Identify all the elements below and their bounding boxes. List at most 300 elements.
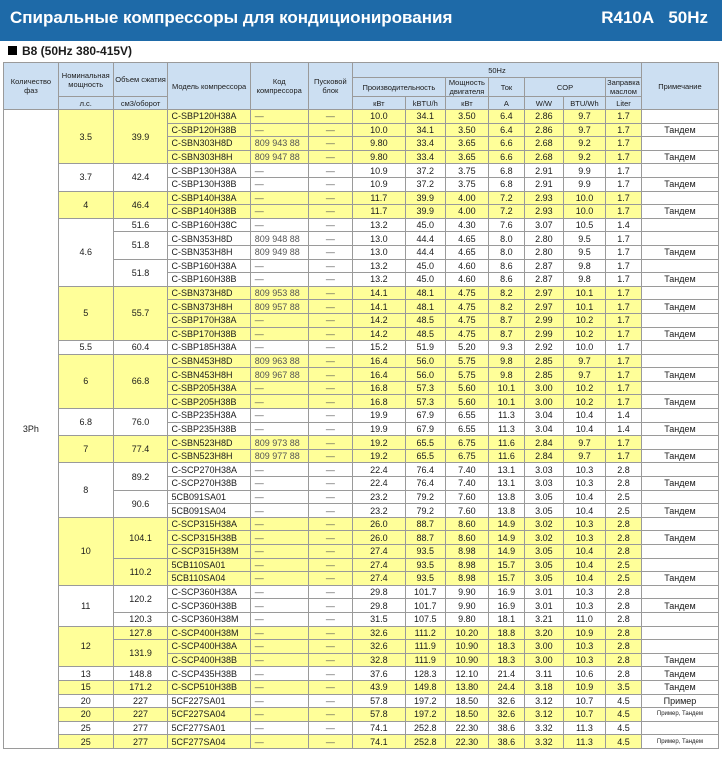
code-cell: — (250, 640, 308, 654)
table-row (4, 626, 719, 640)
current-cell: 8.7 (489, 313, 525, 327)
motor-power-cell: 10.90 (445, 653, 488, 667)
starter-cell: — (308, 626, 352, 640)
displacement-cell: 76.0 (113, 409, 168, 436)
starter-cell: — (308, 694, 352, 708)
model-cell: C-SCP400H38A (168, 640, 250, 654)
cop-ww-cell: 2.97 (524, 300, 563, 314)
oil-cell: 1.7 (606, 110, 642, 124)
current-cell: 13.1 (489, 477, 525, 491)
cop-ww-cell: 3.21 (524, 612, 563, 626)
current-cell: 8.0 (489, 245, 525, 259)
table-row (4, 409, 719, 423)
motor-power-cell: 3.75 (445, 177, 488, 191)
displacement-cell: 51.8 (113, 232, 168, 259)
capacity-kw-cell: 13.0 (353, 245, 406, 259)
oil-cell: 1.7 (606, 273, 642, 287)
model-cell: C-SBP170H38A (168, 313, 250, 327)
nominal-power-cell: 4 (58, 191, 113, 218)
starter-cell: — (308, 640, 352, 654)
starter-cell: — (308, 137, 352, 151)
capacity-kw-cell: 14.1 (353, 286, 406, 300)
current-cell: 13.1 (489, 463, 525, 477)
capacity-btu-cell: 37.2 (405, 164, 445, 178)
remark-cell (641, 164, 718, 178)
remark-cell (641, 218, 718, 232)
model-cell: C-SCP315H38M (168, 545, 250, 559)
cop-btu-cell: 11.0 (563, 612, 605, 626)
cop-btu-cell: 10.3 (563, 640, 605, 654)
code-cell: 809 977 88 (250, 449, 308, 463)
motor-power-cell: 7.60 (445, 504, 488, 518)
remark-cell: Тандем (641, 449, 718, 463)
capacity-btu-cell: 79.2 (405, 504, 445, 518)
cop-ww-cell: 2.68 (524, 137, 563, 151)
oil-cell: 2.8 (606, 653, 642, 667)
displacement-cell: 227 (113, 708, 168, 722)
col-remark: Примечание (641, 63, 718, 110)
cop-btu-cell: 9.9 (563, 177, 605, 191)
remark-cell: Тандем (641, 680, 718, 694)
capacity-btu-cell: 48.5 (405, 327, 445, 341)
starter-cell: — (308, 721, 352, 735)
model-cell: C-SBP120H38A (168, 110, 250, 124)
capacity-btu-cell: 101.7 (405, 585, 445, 599)
capacity-kw-cell: 16.8 (353, 381, 406, 395)
remark-cell (641, 286, 718, 300)
capacity-kw-cell: 16.4 (353, 354, 406, 368)
current-cell: 18.8 (489, 626, 525, 640)
current-cell: 24.4 (489, 680, 525, 694)
capacity-btu-cell: 111.9 (405, 640, 445, 654)
capacity-btu-cell: 45.0 (405, 259, 445, 273)
model-cell: 5CB110SA04 (168, 572, 250, 586)
oil-cell: 1.7 (606, 245, 642, 259)
capacity-btu-cell: 88.7 (405, 517, 445, 531)
cop-btu-cell: 10.9 (563, 680, 605, 694)
code-cell: — (250, 585, 308, 599)
capacity-kw-cell: 14.2 (353, 327, 406, 341)
unit-displacement: см3/оборот (113, 97, 168, 110)
col-displacement: Объем сжатия (113, 63, 168, 97)
capacity-btu-cell: 34.1 (405, 123, 445, 137)
cop-btu-cell: 10.3 (563, 585, 605, 599)
model-cell: C-SCP400H38M (168, 626, 250, 640)
oil-cell: 1.7 (606, 354, 642, 368)
current-cell: 15.7 (489, 558, 525, 572)
motor-power-cell: 4.75 (445, 300, 488, 314)
motor-power-cell: 5.20 (445, 341, 488, 355)
remark-cell: Пример, Тандем (641, 708, 718, 722)
capacity-kw-cell: 16.4 (353, 368, 406, 382)
cop-ww-cell: 2.80 (524, 245, 563, 259)
cop-btu-cell: 9.7 (563, 123, 605, 137)
current-cell: 13.8 (489, 490, 525, 504)
starter-cell: — (308, 164, 352, 178)
code-cell: 809 963 88 (250, 354, 308, 368)
capacity-kw-cell: 26.0 (353, 531, 406, 545)
starter-cell: — (308, 708, 352, 722)
model-cell: 5CB110SA01 (168, 558, 250, 572)
model-cell: 5CF227SA01 (168, 694, 250, 708)
capacity-btu-cell: 149.8 (405, 680, 445, 694)
table-row (4, 463, 719, 477)
capacity-kw-cell: 14.2 (353, 313, 406, 327)
capacity-kw-cell: 27.4 (353, 545, 406, 559)
capacity-btu-cell: 48.1 (405, 286, 445, 300)
code-cell: — (250, 721, 308, 735)
cop-btu-cell: 10.7 (563, 708, 605, 722)
capacity-kw-cell: 32.6 (353, 626, 406, 640)
model-cell: C-SCP270H38B (168, 477, 250, 491)
cop-ww-cell: 3.04 (524, 409, 563, 423)
cop-ww-cell: 3.00 (524, 381, 563, 395)
model-cell: C-SBN353H8D (168, 232, 250, 246)
current-cell: 38.6 (489, 735, 525, 749)
starter-cell: — (308, 218, 352, 232)
code-cell: — (250, 626, 308, 640)
oil-cell: 4.5 (606, 721, 642, 735)
starter-cell: — (308, 368, 352, 382)
starter-cell: — (308, 259, 352, 273)
cop-btu-cell: 9.7 (563, 110, 605, 124)
oil-cell: 1.7 (606, 395, 642, 409)
capacity-kw-cell: 57.8 (353, 694, 406, 708)
model-cell: 5CB091SA04 (168, 504, 250, 518)
cop-btu-cell: 9.7 (563, 436, 605, 450)
code-cell: — (250, 653, 308, 667)
code-cell: 809 948 88 (250, 232, 308, 246)
starter-cell: — (308, 327, 352, 341)
code-cell: 809 943 88 (250, 137, 308, 151)
cop-ww-cell: 2.84 (524, 449, 563, 463)
oil-cell: 2.8 (606, 585, 642, 599)
oil-cell: 2.5 (606, 558, 642, 572)
code-cell: 809 967 88 (250, 368, 308, 382)
code-cell: — (250, 123, 308, 137)
motor-power-cell: 5.60 (445, 381, 488, 395)
starter-cell: — (308, 517, 352, 531)
oil-cell: 1.7 (606, 232, 642, 246)
cop-btu-cell: 10.2 (563, 313, 605, 327)
unit-current: A (489, 97, 525, 110)
model-cell: C-SCP360H38B (168, 599, 250, 613)
title-banner (0, 0, 722, 41)
current-cell: 16.9 (489, 599, 525, 613)
table-row (4, 218, 719, 232)
motor-power-cell: 4.75 (445, 286, 488, 300)
starter-cell: — (308, 381, 352, 395)
displacement-cell: 51.8 (113, 259, 168, 286)
capacity-kw-cell: 16.8 (353, 395, 406, 409)
motor-power-cell: 3.75 (445, 164, 488, 178)
oil-cell: 1.7 (606, 381, 642, 395)
capacity-btu-cell: 39.9 (405, 191, 445, 205)
remark-cell (641, 313, 718, 327)
nominal-power-cell: 4.6 (58, 218, 113, 286)
col-nominal-power: Номинальная мощность (58, 63, 113, 97)
motor-power-cell: 4.75 (445, 327, 488, 341)
motor-power-cell: 4.00 (445, 191, 488, 205)
displacement-cell: 131.9 (113, 640, 168, 667)
cop-btu-cell: 11.3 (563, 721, 605, 735)
model-cell: C-SBP160H38A (168, 259, 250, 273)
cop-ww-cell: 2.97 (524, 286, 563, 300)
table-header (4, 63, 719, 110)
cop-btu-cell: 10.2 (563, 395, 605, 409)
oil-cell: 4.5 (606, 708, 642, 722)
capacity-btu-cell: 57.3 (405, 395, 445, 409)
starter-cell: — (308, 599, 352, 613)
code-cell: — (250, 341, 308, 355)
remark-cell: Тандем (641, 395, 718, 409)
model-cell: C-SBP170H38B (168, 327, 250, 341)
cop-btu-cell: 10.3 (563, 517, 605, 531)
oil-cell: 1.7 (606, 341, 642, 355)
model-cell: 5CF277SA04 (168, 735, 250, 749)
capacity-btu-cell: 111.9 (405, 653, 445, 667)
code-cell: — (250, 612, 308, 626)
capacity-kw-cell: 27.4 (353, 558, 406, 572)
cop-btu-cell: 9.7 (563, 368, 605, 382)
remark-cell: Пример (641, 694, 718, 708)
starter-cell: — (308, 735, 352, 749)
current-cell: 32.6 (489, 708, 525, 722)
capacity-btu-cell: 67.9 (405, 422, 445, 436)
starter-cell: — (308, 680, 352, 694)
oil-cell: 1.4 (606, 409, 642, 423)
capacity-kw-cell: 23.2 (353, 490, 406, 504)
motor-power-cell: 18.50 (445, 694, 488, 708)
cop-ww-cell: 3.04 (524, 422, 563, 436)
capacity-kw-cell: 43.9 (353, 680, 406, 694)
code-cell: — (250, 205, 308, 219)
starter-cell: — (308, 245, 352, 259)
cop-ww-cell: 2.80 (524, 232, 563, 246)
capacity-btu-cell: 56.0 (405, 354, 445, 368)
col-cop: COP (524, 78, 605, 97)
remark-cell (641, 545, 718, 559)
remark-cell (641, 585, 718, 599)
nominal-power-cell: 6 (58, 354, 113, 408)
remark-cell: Тандем (641, 300, 718, 314)
cop-ww-cell: 2.86 (524, 110, 563, 124)
cop-btu-cell: 9.8 (563, 259, 605, 273)
capacity-btu-cell: 65.5 (405, 449, 445, 463)
remark-cell (641, 354, 718, 368)
cop-ww-cell: 3.18 (524, 680, 563, 694)
displacement-cell: 51.6 (113, 218, 168, 232)
remark-cell (641, 137, 718, 151)
displacement-cell: 66.8 (113, 354, 168, 408)
starter-cell: — (308, 612, 352, 626)
displacement-cell: 277 (113, 721, 168, 735)
motor-power-cell: 4.75 (445, 313, 488, 327)
oil-cell: 2.8 (606, 599, 642, 613)
capacity-btu-cell: 48.1 (405, 300, 445, 314)
code-cell: — (250, 218, 308, 232)
capacity-kw-cell: 10.9 (353, 164, 406, 178)
starter-cell: — (308, 341, 352, 355)
code-cell: — (250, 680, 308, 694)
model-cell: C-SBN453H8D (168, 354, 250, 368)
nominal-power-cell: 3.5 (58, 110, 113, 164)
model-cell: C-SBP120H38B (168, 123, 250, 137)
capacity-btu-cell: 67.9 (405, 409, 445, 423)
remark-cell (641, 463, 718, 477)
starter-cell: — (308, 436, 352, 450)
capacity-btu-cell: 93.5 (405, 572, 445, 586)
table-row (4, 735, 719, 749)
table-row (4, 517, 719, 531)
oil-cell: 1.7 (606, 368, 642, 382)
starter-cell: — (308, 123, 352, 137)
cop-ww-cell: 2.99 (524, 327, 563, 341)
model-cell: C-SBN453H8H (168, 368, 250, 382)
motor-power-cell: 7.40 (445, 463, 488, 477)
unit-cop-btu: BTU/Wh (563, 97, 605, 110)
capacity-btu-cell: 45.0 (405, 218, 445, 232)
remark-cell: Тандем (641, 205, 718, 219)
cop-btu-cell: 10.0 (563, 341, 605, 355)
motor-power-cell: 18.50 (445, 708, 488, 722)
code-cell: — (250, 667, 308, 681)
capacity-btu-cell: 44.4 (405, 245, 445, 259)
current-cell: 6.6 (489, 137, 525, 151)
cop-ww-cell: 3.32 (524, 721, 563, 735)
model-cell: 5CB091SA01 (168, 490, 250, 504)
nominal-power-cell: 10 (58, 517, 113, 585)
code-cell: — (250, 572, 308, 586)
table-row (4, 436, 719, 450)
displacement-cell: 110.2 (113, 558, 168, 585)
starter-cell: — (308, 463, 352, 477)
motor-power-cell: 4.30 (445, 218, 488, 232)
remark-cell: Тандем (641, 422, 718, 436)
displacement-cell: 148.8 (113, 667, 168, 681)
displacement-cell: 77.4 (113, 436, 168, 463)
model-cell: C-SBP235H38A (168, 409, 250, 423)
remark-cell (641, 110, 718, 124)
cop-btu-cell: 10.3 (563, 599, 605, 613)
code-cell: — (250, 327, 308, 341)
oil-cell: 1.7 (606, 164, 642, 178)
capacity-kw-cell: 9.80 (353, 150, 406, 164)
remark-cell: Тандем (641, 572, 718, 586)
remark-cell: Тандем (641, 653, 718, 667)
cop-ww-cell: 2.99 (524, 313, 563, 327)
cop-btu-cell: 10.7 (563, 694, 605, 708)
capacity-kw-cell: 13.2 (353, 218, 406, 232)
remark-cell: Тандем (641, 327, 718, 341)
col-code: Код компрессора (250, 63, 308, 110)
current-cell: 38.6 (489, 721, 525, 735)
current-cell: 8.6 (489, 259, 525, 273)
current-cell: 14.9 (489, 545, 525, 559)
cop-ww-cell: 2.68 (524, 150, 563, 164)
code-cell: — (250, 599, 308, 613)
nominal-power-cell: 25 (58, 735, 113, 749)
oil-cell: 4.5 (606, 694, 642, 708)
model-cell: C-SCP315H38A (168, 517, 250, 531)
cop-btu-cell: 10.4 (563, 422, 605, 436)
cop-btu-cell: 10.0 (563, 191, 605, 205)
current-cell: 7.2 (489, 205, 525, 219)
starter-cell: — (308, 572, 352, 586)
starter-cell: — (308, 191, 352, 205)
current-cell: 6.8 (489, 177, 525, 191)
remark-cell: Пример, Тандем (641, 735, 718, 749)
code-cell: — (250, 504, 308, 518)
oil-cell: 1.7 (606, 123, 642, 137)
code-cell: — (250, 735, 308, 749)
cop-btu-cell: 10.4 (563, 504, 605, 518)
capacity-kw-cell: 23.2 (353, 504, 406, 518)
model-cell: C-SBN353H8H (168, 245, 250, 259)
current-cell: 10.1 (489, 395, 525, 409)
motor-power-cell: 3.65 (445, 137, 488, 151)
oil-cell: 1.7 (606, 259, 642, 273)
remark-cell: Тандем (641, 531, 718, 545)
cop-btu-cell: 9.5 (563, 232, 605, 246)
oil-cell: 1.7 (606, 286, 642, 300)
model-cell: C-SBP140H38A (168, 191, 250, 205)
model-cell: C-SCP400H38B (168, 653, 250, 667)
oil-cell: 2.8 (606, 612, 642, 626)
remark-cell (641, 191, 718, 205)
displacement-cell: 171.2 (113, 680, 168, 694)
capacity-kw-cell: 22.4 (353, 463, 406, 477)
cop-btu-cell: 10.5 (563, 218, 605, 232)
cop-ww-cell: 3.02 (524, 531, 563, 545)
remark-cell: Тандем (641, 504, 718, 518)
cop-btu-cell: 9.9 (563, 164, 605, 178)
capacity-kw-cell: 57.8 (353, 708, 406, 722)
cop-ww-cell: 3.05 (524, 504, 563, 518)
capacity-kw-cell: 11.7 (353, 191, 406, 205)
displacement-cell: 60.4 (113, 341, 168, 355)
cop-btu-cell: 10.4 (563, 558, 605, 572)
remark-cell (641, 232, 718, 246)
remark-cell (641, 490, 718, 504)
code-cell: — (250, 273, 308, 287)
capacity-btu-cell: 93.5 (405, 558, 445, 572)
current-cell: 8.2 (489, 286, 525, 300)
cop-btu-cell: 10.9 (563, 626, 605, 640)
oil-cell: 2.5 (606, 490, 642, 504)
capacity-btu-cell: 101.7 (405, 599, 445, 613)
code-cell: 809 957 88 (250, 300, 308, 314)
remark-cell: Тандем (641, 368, 718, 382)
model-cell: C-SBP130H38A (168, 164, 250, 178)
oil-cell: 2.8 (606, 517, 642, 531)
starter-cell: — (308, 354, 352, 368)
capacity-kw-cell: 74.1 (353, 735, 406, 749)
code-cell: — (250, 517, 308, 531)
cop-ww-cell: 3.32 (524, 735, 563, 749)
capacity-kw-cell: 22.4 (353, 477, 406, 491)
displacement-cell: 104.1 (113, 517, 168, 558)
displacement-cell: 120.3 (113, 612, 168, 626)
remark-cell: Тандем (641, 599, 718, 613)
model-cell: C-SBP140H38B (168, 205, 250, 219)
model-cell: C-SCP360H38A (168, 585, 250, 599)
code-cell: 809 949 88 (250, 245, 308, 259)
current-cell: 9.8 (489, 354, 525, 368)
starter-cell: — (308, 653, 352, 667)
cop-ww-cell: 2.91 (524, 164, 563, 178)
cop-btu-cell: 9.5 (563, 245, 605, 259)
